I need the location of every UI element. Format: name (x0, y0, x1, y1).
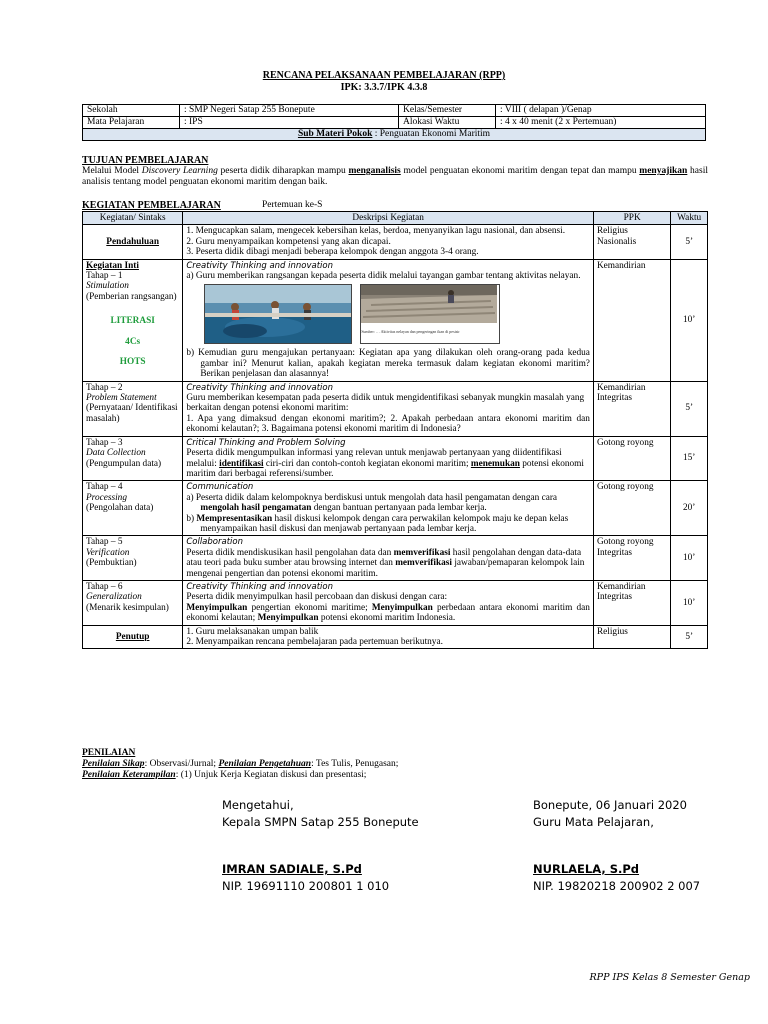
tahap6-keyword: Menyimpulkan (186, 602, 248, 613)
col-ppk: PPK (593, 212, 670, 225)
activity-b: b) Kemudian guru mengajukan pertanyaan: Kegiatan apa yang dilakukan oleh orang-orang pada kedua gambar ini? Menurut kalian, apakah kegiatan mereka termasuk dalam kegiatan ekonomi maritim? Berikan penjelasan dan alasannya! (186, 348, 590, 380)
tahap6-keyword: Menyimpulkan (257, 613, 319, 624)
sig-left-name: IMRAN SADIALE, S.Pd (222, 862, 362, 876)
c4-label: 4Cs (125, 336, 141, 347)
tahap-desc: (Pernyataan/ Identifikasi masalah) (86, 403, 178, 424)
document-title: RENCANA PELAKSANAAN PEMBELAJARAN (RPP) (262, 70, 506, 81)
row-tahap-2 (83, 381, 708, 436)
document-ipk: IPK: 3.3.7/IPK 4.3.8 (340, 82, 428, 93)
tahap5-ppk: Gotong royong Integritas (593, 536, 670, 581)
sekolah-label: Sekolah (83, 105, 180, 117)
kegiatan-heading: KEGIATAN PEMBELAJARAN (82, 200, 221, 211)
tahap6-text-part: perbedaan antara ekonomi maritim dan ekonomi kelautan; (186, 602, 590, 624)
tahap-label: Tahap – 1 (86, 271, 123, 282)
tahap-label: Tahap – 6 (86, 581, 123, 592)
skill-label: Critical Thinking and Problem Solving (186, 437, 346, 448)
photo-caption: Sumber: … Aktivitas nelayan dan pengeringan ikan di pesisir (361, 328, 460, 334)
row-tahap-3 (83, 436, 708, 481)
tahap4-waktu: 20’ (671, 481, 708, 536)
tahap5-waktu: 10’ (671, 536, 708, 581)
submateri-label: Sub Materi Pokok (297, 129, 373, 139)
alokasi-label: Alokasi Waktu (399, 117, 496, 129)
penilaian-pengetahuan-label: Penilaian Pengetahuan (218, 759, 312, 769)
tujuan-keyword: menyajikan (639, 166, 688, 176)
tahap1-ppk: Kemandirian (593, 259, 670, 381)
col-waktu: Waktu (671, 212, 708, 225)
penilaian-sikap-label: Penilaian Sikap (82, 759, 145, 769)
tahap3-keyword: menemukan (470, 458, 520, 469)
skill-label: Creativity Thinking and innovation (186, 581, 333, 592)
kelas-label: Kelas/Semester (399, 105, 496, 117)
fish-drying-image (361, 285, 497, 323)
sig-right-line2: Guru Mata Pelajaran, (533, 815, 654, 829)
tahap4-b (186, 514, 590, 535)
tahap6-text-part: potensi ekonomi maritim Indonesia. (318, 613, 456, 624)
sig-left-line1: Mengetahui, (222, 798, 294, 812)
tahap-desc: (Menarik kesimpulan) (86, 602, 169, 613)
penilaian-pengetahuan-value: : Tes Tulis, Penugasan; (311, 759, 399, 769)
sekolah-value: : SMP Negeri Satap 255 Bonepute (180, 105, 399, 117)
col-sintaks: Kegiatan/ Sintaks (83, 212, 183, 225)
tujuan-text: peserta didik diharapkan mampu (217, 166, 349, 176)
submateri-value: : Penguatan Ekonomi Maritim (374, 129, 491, 139)
row-tahap-1 (83, 259, 708, 381)
inti-label: Kegiatan Inti (86, 260, 139, 271)
penilaian-heading: PENILAIAN (82, 748, 136, 758)
fishing-boat-photo (204, 284, 352, 344)
literasi-label: LITERASI (110, 316, 155, 327)
tahap6-ppk: Kemandirian Integritas (593, 580, 670, 625)
tahap-name: Processing (86, 492, 127, 503)
tahap4-keyword: mengolah hasil pengamatan (200, 503, 312, 514)
pendahuluan-item: 1. Mengucapkan salam, mengecek kebersihan kelas, berdoa, menyanyikan lagu nasional, dan absensi. (186, 226, 566, 237)
tahap3-ppk: Gotong royong (593, 436, 670, 481)
tahap2-text: Guru memberikan kesempatan pada peserta didik untuk mengidentifikasi sebanyak mungkin masalah yang berkaitan dengan potensi ekonomi maritim: (186, 393, 585, 414)
penilaian-line-1 (82, 759, 398, 770)
skill-label: Collaboration (186, 537, 243, 548)
tahap-desc: (Pengumpulan data) (86, 458, 162, 469)
tahap-desc: (Pembuktian) (86, 558, 137, 569)
tahap-label: Tahap – 4 (86, 482, 123, 493)
sig-left-line2: Kepala SMPN Satap 255 Bonepute (222, 815, 419, 829)
fish-drying-photo (360, 284, 500, 344)
tahap3-text-part: potensi ekonomi maritim dari berbagai referensi/sumber. (186, 458, 584, 479)
mapel-value: : IPS (180, 117, 399, 129)
tujuan-heading: TUJUAN PEMBELAJARAN (82, 155, 209, 166)
tahap5-keyword: memverifikasi (395, 558, 452, 569)
hots-label: HOTS (119, 357, 146, 368)
tahap-name: Data Collection (86, 448, 146, 459)
penutup-item: 2. Menyampaikan rencana pembelajaran pada pertemuan berikutnya. (186, 637, 443, 647)
tujuan-text: hasil analisis tentang model penguatan ekonomi maritim dengan baik. (82, 166, 708, 187)
tahap3-text-part: Peserta didik mengumpulkan informasi yang relevan untuk menjawab pertanyaan yang diidentifikasi melalui: (186, 448, 562, 469)
penilaian-section (82, 748, 398, 781)
kegiatan-table (82, 211, 708, 649)
tujuan-text: model penguatan ekonomi maritim dengan tepat dan mampu (400, 166, 640, 176)
tahap-name: Stimulation (86, 281, 129, 292)
row-pendahuluan (83, 225, 708, 259)
tujuan-model: Discovery Learning (141, 166, 218, 176)
identity-table (82, 104, 706, 141)
tahap3-text (186, 448, 590, 479)
penilaian-line-2 (82, 770, 398, 781)
sig-right-line1: Bonepute, 06 Januari 2020 (533, 798, 687, 812)
skill-label: Creativity Thinking and innovation (186, 382, 333, 393)
mapel-label: Mata Pelajaran (83, 117, 180, 129)
tahap5-keyword: memverifikasi (393, 547, 451, 558)
pendahuluan-ppk: Religius Nasionalis (593, 225, 670, 259)
penilaian-keterampilan-value: : (1) Unjuk Kerja Kegiatan diskusi dan presentasi; (175, 770, 367, 780)
tahap3-keyword: identifikasi (219, 458, 264, 469)
tujuan-keyword: menganalisis (348, 166, 401, 176)
penutup-ppk: Religius (593, 625, 670, 649)
tahap1-waktu: 10’ (671, 259, 708, 381)
row-tahap-5 (83, 536, 708, 581)
tahap-label: Tahap – 3 (86, 437, 123, 448)
tahap6-intro: Peserta didik menyimpulkan hasil percobaan dan diskusi dengan cara: (186, 592, 448, 603)
skill-label: Communication (186, 482, 254, 493)
col-deskripsi: Deskripsi Kegiatan (183, 212, 594, 225)
tahap5-text-part: jawaban/pemaparan kelompok lain mengenai pengertian dan potensi ekonomi maritim. (186, 558, 585, 579)
tahap-desc: (Pengolahan data) (86, 503, 154, 514)
pendahuluan-item: 3. Peserta didik dibagi menjadi beberapa kelompok dengan anggota 3-4 orang. (186, 247, 479, 258)
sig-right-nip: NIP. 19820218 200902 2 007 (533, 879, 701, 893)
tahap5-text-part: hasil pengolahan dengan data-data atau teori pada buku sumber atau browsing internet dan (186, 547, 582, 569)
tahap4-a (186, 493, 590, 514)
tahap4-ppk: Gotong royong (593, 481, 670, 536)
tujuan-paragraph (82, 166, 708, 188)
pendahuluan-label: Pendahuluan (106, 236, 160, 247)
tahap4-text-part: a) Peserta didik dalam kelompoknya berdiskusi untuk mengolah data hasil pengamatan dengan cara (186, 492, 558, 503)
tahap-desc: (Pemberian rangsangan) (86, 291, 177, 302)
tahap-name: Verification (86, 547, 130, 558)
penutup-label: Penutup (115, 631, 150, 642)
row-tahap-4 (83, 481, 708, 536)
tahap3-text-part: ciri-ciri dan contoh-contoh kegiatan ekonomi maritim; (263, 458, 471, 469)
signature-left (222, 797, 419, 895)
pendahuluan-item: 2. Guru menyampaikan kompetensi yang akan dicapai. (186, 236, 391, 247)
penutup-waktu: 5’ (671, 625, 708, 649)
tahap6-text-part: pengertian ekonomi maritime; (247, 602, 372, 613)
tahap6-text (186, 603, 590, 624)
photo-row (204, 284, 590, 344)
tahap-name: Problem Statement (86, 393, 157, 404)
tujuan-text: Melalui Model (82, 166, 142, 176)
tahap2-questions: 1. Apa yang dimaksud dengan ekonomi maritim?; 2. Apakah perbedaan antara ekonomi maritim dan ekonomi kelautan?; 3. Bagaimana potensi ekonomi maritim di Indonesia? (186, 413, 590, 435)
tahap4-text-part: dengan bantuan pertanyaan pada lembar kerja. (311, 503, 487, 514)
tahap5-text (186, 548, 590, 579)
tahap-name: Generalization (86, 592, 142, 603)
tahap3-waktu: 15’ (671, 436, 708, 481)
pendahuluan-waktu: 5’ (671, 225, 708, 259)
penilaian-keterampilan-label: Penilaian Keterampilan (82, 770, 176, 780)
kelas-value: : VIII ( delapan )/Genap (496, 105, 706, 117)
tahap2-ppk: Kemandirian Integritas (593, 381, 670, 436)
pertemuan-label: Pertemuan ke-S (262, 200, 323, 210)
sig-left-nip: NIP. 19691110 200801 1 010 (222, 879, 390, 893)
alokasi-value: : 4 x 40 menit (2 x Pertemuan) (496, 117, 706, 129)
submateri-row (83, 129, 706, 141)
skill-label: Creativity Thinking and innovation (186, 260, 333, 271)
tahap4-text-part: b) (186, 513, 197, 524)
sig-right-name: NURLAELA, S.Pd (533, 862, 640, 876)
tahap2-waktu: 5’ (671, 381, 708, 436)
penilaian-sikap-value: : Observasi/Jurnal; (144, 759, 219, 769)
signature-right (533, 797, 700, 895)
page-footer: RPP IPS Kelas 8 Semester Genap (589, 972, 750, 983)
activity-a: a) Guru memberikan rangsangan kepada peserta didik melalui tayangan gambar tentang aktivitas nelayan. (186, 271, 581, 282)
tahap6-waktu: 10’ (671, 580, 708, 625)
tahap5-text-part: Peserta didik mendiskusikan hasil pengolahan data dan (186, 547, 394, 558)
tahap4-keyword: Mempresentasikan (196, 513, 273, 524)
tahap-label: Tahap – 2 (86, 382, 123, 393)
row-penutup (83, 625, 708, 649)
tahap4-text-part: hasil diskusi kelompok dengan cara perwakilan kelompok maju ke depan kelas menyampaikan hasil diskusi dan menjawab pertanyaan pada lembar kerja. (200, 513, 569, 534)
penutup-item: 1. Guru melaksanakan umpan balik (186, 626, 319, 637)
row-tahap-6 (83, 580, 708, 625)
tahap-label: Tahap – 5 (86, 537, 123, 548)
tahap6-keyword: Menyimpulkan (371, 602, 433, 613)
